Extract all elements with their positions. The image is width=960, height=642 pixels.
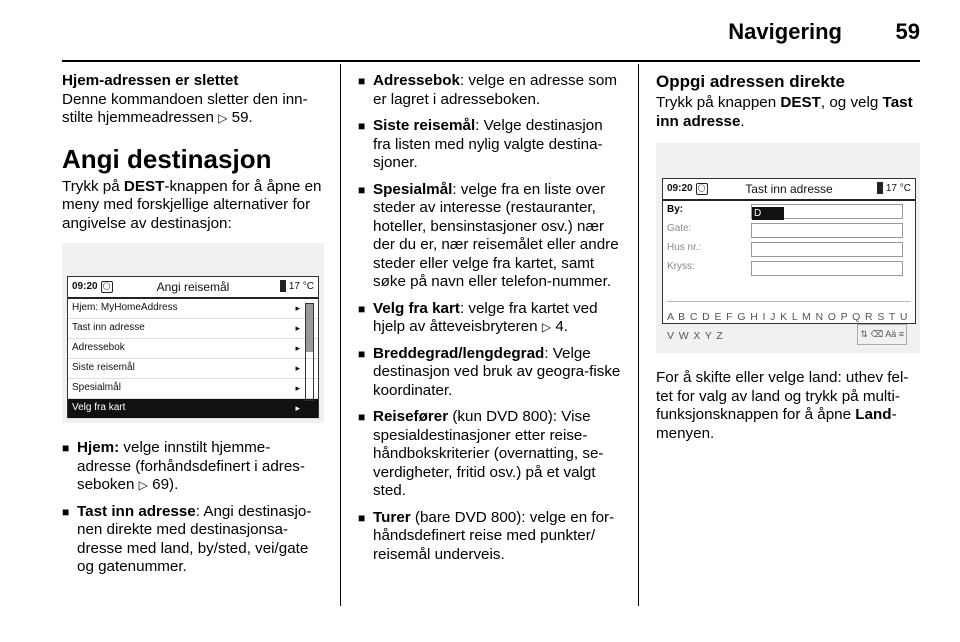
status-bar (663, 179, 915, 201)
menu-item[interactable]: Hjem: MyHomeAddress ▸ (68, 299, 318, 319)
speller-alphabet[interactable]: A B C D E F G H I J K L M N O P Q R S T U V W X Y Z (667, 301, 911, 345)
chevron-right-icon: ▸ (295, 303, 300, 314)
display-screen (662, 178, 916, 342)
list-item: ■ Adressebok: velge en adresse som er lagret i adresseboken. (358, 72, 623, 109)
paragraph: For å skifte eller velge land: uthev fel-tet for valg av land og trykk på multi-funksjonsknappen for å åpne Land-menyen. (656, 369, 909, 442)
scrollbar[interactable] (305, 303, 314, 401)
chevron-right-icon: ▸ (295, 383, 300, 394)
phone-icon (877, 182, 883, 194)
phone-icon (280, 280, 286, 292)
column-divider (638, 64, 639, 606)
section-title: Angi destinasjon (62, 143, 272, 174)
column-2 (358, 72, 623, 572)
column-1 (62, 72, 324, 585)
menu-icon[interactable]: ≡ (898, 329, 904, 339)
list-item: ■ Turer (bare DVD 800): velge en for-håndsdefinert reise med punkter/ reisemål underveis. (358, 509, 623, 565)
house-number-field[interactable]: Hus nr.: (663, 239, 915, 258)
column-divider (340, 64, 341, 606)
city-field[interactable]: By: D (663, 201, 915, 220)
reference-arrow-icon: ▷ (218, 111, 228, 125)
menu-item[interactable]: Tast inn adresse ▸ (68, 319, 318, 339)
clock-time: 09:20 (72, 280, 98, 292)
list-item: ■ Siste reisemål: Velge destinasjon fra listen med nylig valgte destina-sjoner. (358, 117, 623, 173)
reference-arrow-icon: ▷ (541, 320, 552, 334)
list-item: ■ Spesialmål: velge fra en liste over steder av interesse (restauranter, hoteller, bensinstasjoner osv.) nær der du er, nær reisemålet eller andre steder eller velge fra kartet, samt søke på navn eller telefon-nummer. (358, 181, 623, 292)
temperature: 17 °C (885, 182, 911, 194)
menu-item[interactable]: Adressebok ▸ (68, 339, 318, 359)
city-value: D (752, 207, 784, 220)
section-heading: Hjem-adressen er slettet (62, 72, 239, 89)
scrollbar-thumb[interactable] (306, 304, 313, 352)
column-3 (656, 72, 922, 443)
list-item: ■ Tast inn adresse: Angi destinasjo-nen direkte med destinasjonsa-dresse med land, by/sted, vei/gate og gatenummer. (62, 503, 324, 577)
header-rule (62, 60, 920, 62)
list-item: ■ Hjem: velge innstilt hjemme-adresse (forhåndsdefinert i adres-seboken ▷ 69). (62, 439, 324, 495)
paragraph: Denne kommandoen sletter den inn-stilte hjemmeadressen ▷ 59. (62, 90, 308, 126)
menu-item-selected[interactable]: Velg fra kart ▸ (68, 399, 318, 419)
screenshot-destination-menu (62, 243, 324, 423)
clock-icon: ◯ (101, 281, 113, 293)
section-title: Oppgi adressen direkte (656, 72, 845, 91)
chevron-right-icon: ▸ (295, 323, 300, 334)
page-header (0, 0, 960, 62)
menu-item[interactable]: Siste reisemål ▸ (68, 359, 318, 379)
street-field[interactable]: Gate: (663, 220, 915, 239)
reference-arrow-icon: ▷ (138, 478, 148, 492)
page-title: Navigering (728, 19, 842, 44)
crossing-field[interactable]: Kryss: (663, 258, 915, 277)
list-item: ■ Reisefører (kun DVD 800): Vise spesialdestinasjoner etter reise-håndbokskriterier (overnatting, se-verdigheter, fritid osv.) på et valgt sted. (358, 408, 623, 501)
screenshot-address-entry (656, 143, 920, 353)
chevron-right-icon: ▸ (295, 343, 300, 354)
status-bar (68, 277, 318, 299)
temperature: 17 °C (288, 280, 314, 292)
screen-title: Angi reisemål (156, 279, 230, 294)
list-item: ■ Velg fra kart: velge fra kartet ved hjelp av åtteveisbryteren ▷ 4. (358, 300, 623, 337)
speller-controls[interactable]: ⇅ ⌫ Aä ≡ (857, 324, 907, 345)
screen-title: Tast inn adresse (745, 181, 833, 196)
list-item: ■ Breddegrad/lengdegrad: Velge destinasjon ved bruk av geogra-fiske koordinater. (358, 345, 623, 401)
arrow-icon[interactable]: ⇅ (860, 329, 868, 339)
paragraph: Trykk på DEST-knappen for å åpne en meny med forskjellige alternativer for angivelse av destinasjon: (62, 177, 322, 232)
delete-icon[interactable]: ⌫ (870, 329, 884, 339)
menu-item[interactable]: Spesialmål ▸ (68, 379, 318, 399)
chevron-right-icon: ▸ (295, 363, 300, 374)
display-screen (67, 276, 319, 418)
page-number: 59 (895, 19, 920, 44)
chevron-right-icon: ▸ (295, 403, 300, 414)
paragraph: Trykk på knappen DEST, og velg Tast inn adresse. (656, 94, 913, 130)
clock-time: 09:20 (667, 182, 693, 194)
clock-icon: ◯ (696, 183, 708, 195)
